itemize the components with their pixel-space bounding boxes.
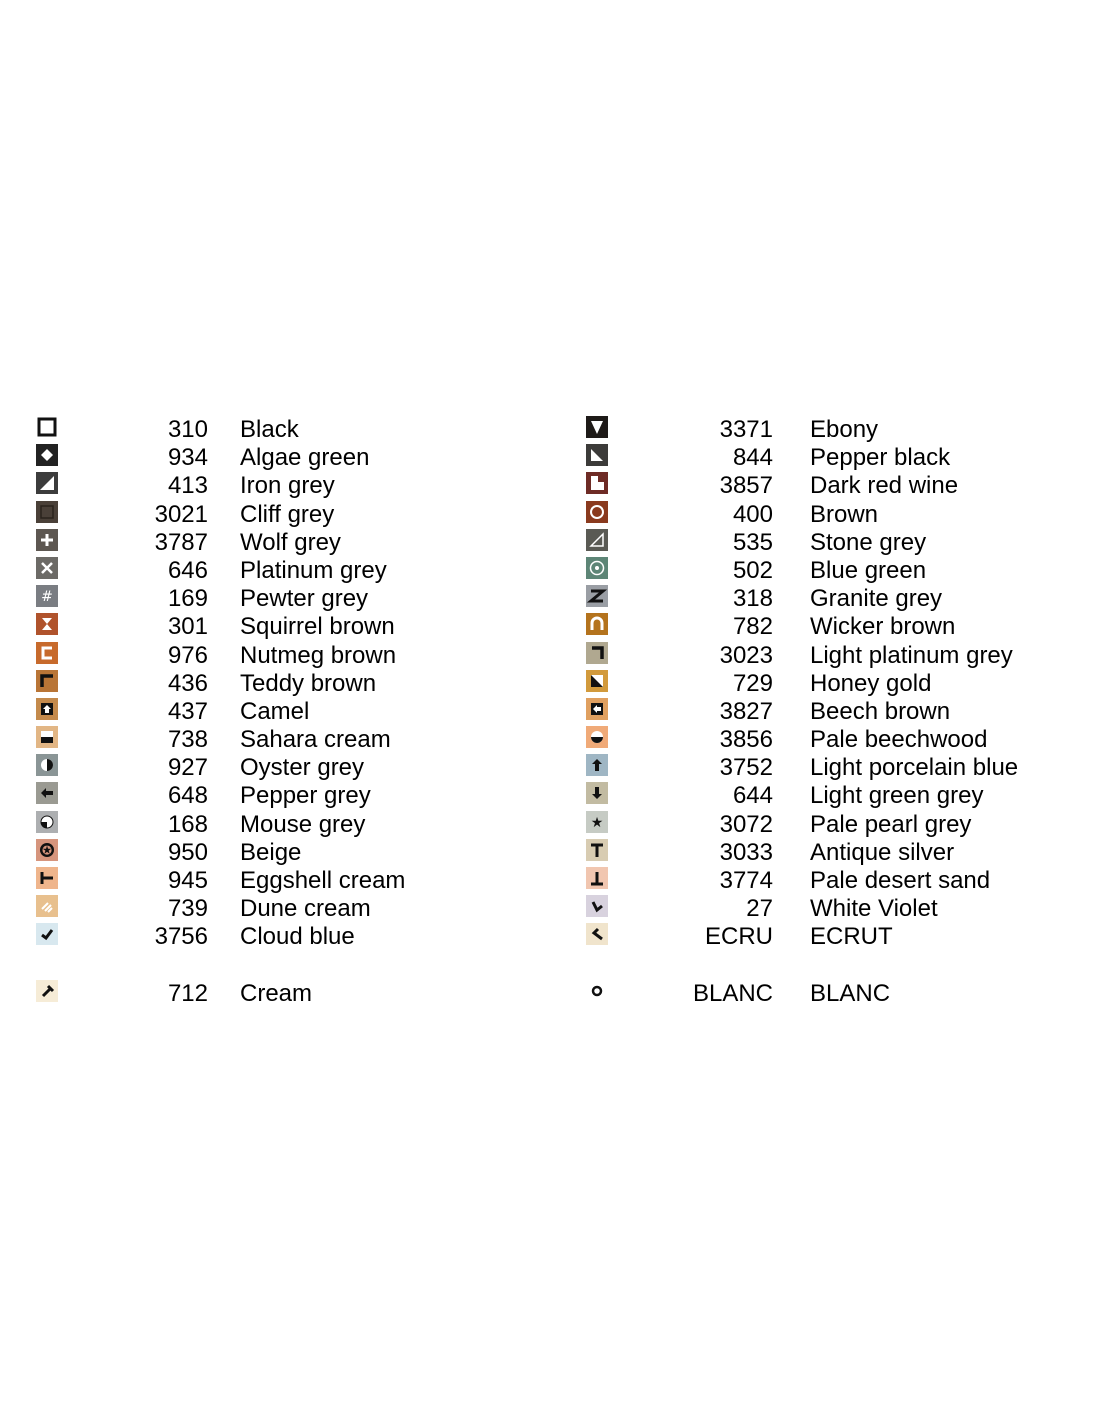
color-number: 3756 [154,923,208,951]
key-row [36,696,456,724]
color-number: 3072 [719,810,773,838]
color-name: Brown [810,500,879,528]
key-row [36,583,456,611]
color-number: 950 [167,838,208,866]
t-side-icon [36,867,58,889]
color-name: Stone grey [810,528,927,556]
color-name: Pale pearl grey [810,810,972,838]
key-row [586,640,1056,668]
down-arrow-icon [586,782,608,804]
key-row [36,470,456,498]
l-shape-icon [586,472,608,494]
key-row [586,668,1056,696]
key-row [586,837,1056,865]
color-number: 739 [167,895,208,923]
circle-icon [586,501,608,523]
key-row [586,499,1056,527]
color-number: BLANC [692,979,773,1007]
color-name: Mouse grey [240,810,366,838]
color-name: Beech brown [810,697,951,725]
color-number: 927 [167,754,208,782]
color-number: 3787 [154,528,208,556]
plus-icon [36,529,58,551]
color-name: Ebony [810,416,879,443]
color-number: 945 [167,867,208,894]
key-row [586,696,1056,724]
key-row [586,442,1056,470]
corner-icon [36,670,58,692]
color-number: 3774 [719,867,773,894]
color-name: Nutmeg brown [240,641,397,669]
key-row [36,668,456,696]
color-name: Cliff grey [240,500,335,528]
color-number: 782 [732,613,773,641]
color-name: Pale desert sand [810,867,991,894]
color-name: Honey gold [810,669,932,697]
key-row [36,442,456,470]
quarter-circle-icon [36,811,58,833]
svg-text:★: ★ [590,814,604,831]
color-name: Pepper grey [240,782,371,810]
inner-square-icon [36,501,58,523]
color-number: 27 [746,895,773,923]
hammer-icon [36,980,58,1002]
color-name: Squirrel brown [240,613,395,641]
color-name: Pewter grey [240,585,369,613]
color-name: Light green grey [810,782,984,810]
color-number: 3023 [719,641,773,669]
corner-triangle-icon [586,444,608,466]
color-name: Sahara cream [240,726,391,754]
color-name: Dark red wine [810,472,959,500]
key-row [36,414,456,442]
key-row [36,752,456,780]
key-row [36,499,456,527]
hash-icon [36,585,58,607]
color-number: 3827 [719,697,773,725]
key-row [36,893,456,921]
color-name: Antique silver [810,838,955,866]
svg-text:#: # [41,589,53,606]
t-letter-icon [586,839,608,861]
left-arrow-icon [36,782,58,804]
key-row [36,611,456,639]
key-row [586,724,1056,752]
half-circle-icon [36,754,58,776]
c-shape-icon [36,642,58,664]
key-row [36,978,456,1006]
small-circle-icon [586,980,608,1002]
dot-circle-icon [586,557,608,579]
arch-icon [586,613,608,635]
color-name: BLANC [810,979,891,1007]
color-number: 738 [167,726,208,754]
color-name: Oyster grey [240,754,365,782]
star-circle-icon [36,839,58,861]
color-name: Dune cream [240,895,371,923]
color-name: Light platinum grey [810,641,1013,669]
hourglass-icon [36,613,58,635]
color-number: ECRU [704,923,773,951]
diamond-icon [36,444,58,466]
color-number: 3021 [154,500,208,528]
color-number: 169 [167,585,208,613]
color-name: Iron grey [240,472,335,500]
color-number: 648 [167,782,208,810]
color-name: Wolf grey [240,528,341,556]
angle-left-icon [586,923,608,945]
color-name: Pale beechwood [810,726,988,754]
key-row [36,865,456,893]
color-name: Teddy brown [240,669,377,697]
color-number: 3752 [719,754,773,782]
color-number: 168 [167,810,208,838]
key-row [586,865,1056,893]
color-key-column-left [36,414,456,1006]
color-number: 934 [167,444,208,472]
color-number: 413 [167,472,208,500]
color-name: Pepper black [810,444,951,472]
color-name: Cloud blue [240,923,355,951]
color-number: 3856 [719,726,773,754]
svg-text:✪: ✪ [41,843,53,858]
color-number: 3033 [719,838,773,866]
color-number: 646 [167,556,208,584]
key-row [586,414,1056,442]
color-number: 712 [167,979,208,1007]
up-arrow-box-icon [36,698,58,720]
z-shape-icon [586,585,608,607]
color-name: Blue green [810,556,927,584]
color-number: 3371 [719,416,773,443]
color-key-column-right [586,414,1056,1006]
inverted-t-icon [586,867,608,889]
color-number: 535 [732,528,773,556]
color-number: 318 [732,585,773,613]
slashes-icon [36,895,58,917]
key-row [36,640,456,668]
color-name: Wicker brown [810,613,956,641]
color-name: Algae green [240,444,370,472]
key-row [586,527,1056,555]
color-number: 437 [167,697,208,725]
color-name: Beige [240,838,302,866]
down-triangle-icon [586,416,608,438]
outline-triangle-icon [586,529,608,551]
color-number: 844 [732,444,773,472]
color-name: Cream [240,979,313,1007]
color-number: 3857 [719,472,773,500]
key-row [586,583,1056,611]
star-icon [586,811,608,833]
color-number: 301 [167,613,208,641]
key-row [36,809,456,837]
key-row [36,555,456,583]
key-row [36,527,456,555]
color-number: 502 [732,556,773,584]
key-row [586,893,1056,921]
key-row [586,978,1056,1006]
half-fill-circle-icon [586,726,608,748]
color-name: Platinum grey [240,556,387,584]
color-number: 976 [167,641,208,669]
key-row [586,809,1056,837]
color-name: Black [240,416,299,443]
key-row [586,752,1056,780]
triangle-icon [36,472,58,494]
color-number: 729 [732,669,773,697]
color-name: Eggshell cream [240,867,406,894]
key-row [586,611,1056,639]
black-square-outline-icon [36,416,58,438]
angle-check-icon [586,895,608,917]
color-number: 310 [167,416,208,443]
color-name: Granite grey [810,585,943,613]
key-row [36,780,456,808]
x-icon [36,557,58,579]
color-number: 644 [732,782,773,810]
color-number: 436 [167,669,208,697]
up-arrow-icon [586,754,608,776]
key-row [36,921,456,949]
key-row [586,555,1056,583]
key-row [36,837,456,865]
hook-icon [586,642,608,664]
color-name: White Violet [810,895,938,923]
color-name: ECRUT [810,923,893,951]
color-name: Light porcelain blue [810,754,1019,782]
color-number: 400 [732,500,773,528]
corner-triangle-box-icon [586,670,608,692]
half-fill-box-icon [36,726,58,748]
key-row [586,780,1056,808]
key-row [36,724,456,752]
key-row [586,470,1056,498]
left-arrow-box-icon [586,698,608,720]
key-row [586,921,1056,949]
color-name: Camel [240,697,310,725]
check-icon [36,923,58,945]
